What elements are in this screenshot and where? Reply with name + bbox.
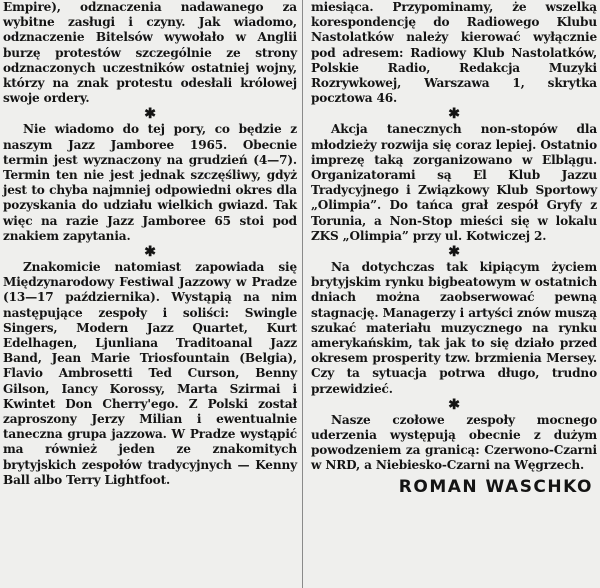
article-paragraph: Na dotychczas tak kipiącym życiem brytyjskim rynku bigbeatowym w ostatnich dniach można zaobserwować pewną stagnację. Managerzy i artyści znów muszą szukać materiału muzycznego na rynku amerykańskim, tak jak to się działo przed okresem prosperity tzw. brzmienia Mersey. Czy ta sytuacja potrwa długo, trudno przewidzieć. [311, 260, 597, 396]
star-separator-icon: ✱ [144, 106, 156, 123]
author-signature: ROMAN WASCHKO [398, 476, 593, 497]
article-paragraph: Znakomicie natomiast zapowiada się Międzynarodowy Festiwal Jazzowy w Pradze (13—17 października). Wystąpią na nim następujące zespoły i soliści: Swingle Singers, Modern Jazz Quartet, Kurt Edelhagen, Ljunliana Traditoanal Jazz Band, Jean Marie Triosfountain (Belgia), Flavio Ambrosetti Ted Curson, Benny Gilson, Iancy Korossy, Marta Szirmai i Kwintet Don Cherry'ego. Z Polski został zaproszony Jerzy Milian i ewentualnie taneczna grupa jazzowa. W Pradze wystąpić ma również jeden ze znakomitych brytyjskich zespołów tradycyjnych — Kenny Ball albo Terry Lightfoot. [3, 260, 297, 487]
article-paragraph: Nasze czołowe zespoły mocnego uderzenia występują obecnie z dużym powodzeniem za granicą: Czerwono-Czarni w NRD, a Niebiesko-Czarni na Węgrzech. [311, 412, 597, 473]
article-paragraph: Empire), odznaczenia nadawanego za wybitne zasługi i czyny. Jak wiadomo, odznaczenie Bitelsów wywołało w Anglii burzę protestów szczególnie ze strony odznaczonych uczestników ostatniej wojny, którzy na znak protestu odesłali królowej swoje ordery. [3, 0, 297, 106]
column-divider [302, 0, 303, 588]
article-paragraph: Nie wiadomo do tej pory, co będzie z naszym Jazz Jamboree 1965. Obecnie termin jest wyznaczony na grudzień (4—7). Termin ten nie jest jednak szczęśliwy, gdyż jest to chyba najmniej odpowiedni okres dla pozyskania do udziału wielkich gwiazd. Tak więc na razie Jazz Jamboree 65 stoi pod znakiem zapytania. [3, 122, 297, 243]
star-separator-icon: ✱ [144, 244, 156, 261]
left-column [3, 0, 297, 488]
star-separator-icon: ✱ [448, 396, 460, 413]
article-paragraph: Akcja tanecznych non-stopów dla młodzieży rozwija się coraz lepiej. Ostatnio imprezę taką zorganizowano w Elblągu. Organizatorami są El Klub Jazzu Tradycyjnego i Związkowy Klub Sportowy „Olimpia”. Do tańca grał zespół Gryfy z Torunia, a Non-Stop mieści się w lokalu ZKS „Olimpia” przy ul. Kotwiczej 2. [311, 122, 597, 243]
star-separator-icon: ✱ [448, 106, 460, 123]
right-column [311, 0, 597, 495]
star-separator-icon: ✱ [448, 244, 460, 261]
article-paragraph: miesiąca. Przypominamy, że wszelką korespondencję do Radiowego Klubu Nastolatków należy kierować wyłącznie pod adresem: Radiowy Klub Nastolatków, Polskie Radio, Redakcja Muzyki Rozrywkowej, Warszawa 1, skrytka pocztowa 46. [311, 0, 597, 106]
